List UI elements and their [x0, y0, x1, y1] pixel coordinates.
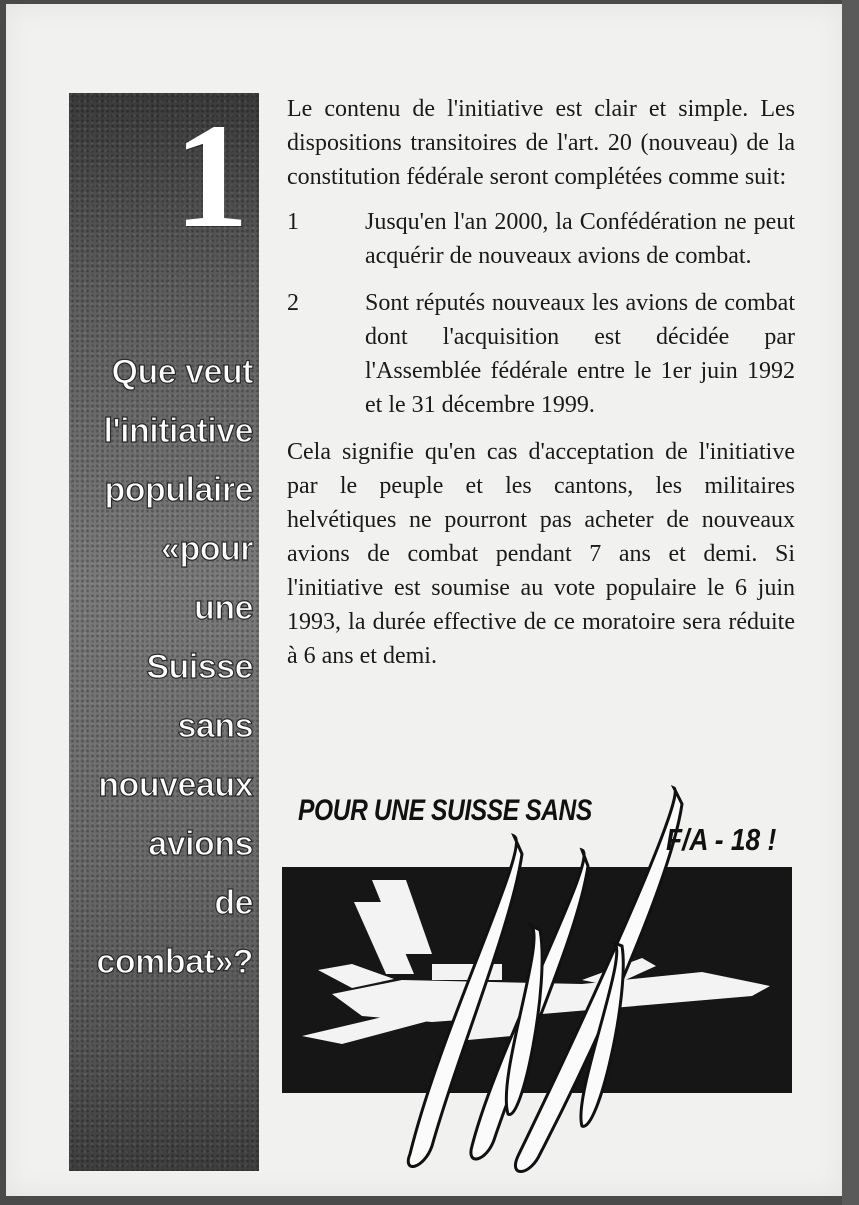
list-item-number: 1	[287, 209, 299, 235]
sidebar-title-line: l'initiative	[103, 412, 253, 450]
sidebar-title-line: de	[214, 884, 253, 922]
sidebar-title-line: «pour	[161, 530, 253, 568]
sidebar-title-line: une	[194, 589, 253, 627]
document-page	[6, 4, 842, 1196]
sidebar-title-line: avions	[148, 825, 253, 863]
conclusion-paragraph: Cela signifie qu'en cas d'acceptation de l'initiative par le peuple et les cantons, les militaires helvétiques ne pourront pas acheter de nouveaux avions de combat pendant 7 ans et demi. Si l'initiative est soumise au vote populaire le 6 juin 1993, la durée effective de ce moratoire sera réduite à 6 ans et demi.	[287, 439, 795, 669]
sidebar-title-line: Suisse	[146, 648, 253, 686]
list-item-text: Sont réputés nouveaux les avions de combat dont l'acquisition est décidée par l'Assemblée fédérale entre le 1er juin 1992 et le 31 décembre 1999.	[365, 290, 795, 418]
sidebar-title	[67, 343, 253, 992]
list-item-number: 2	[287, 290, 299, 316]
sidebar-banner	[69, 93, 259, 1171]
sidebar-title-line: Que veut	[111, 353, 253, 391]
sidebar-title-line: nouveaux	[98, 766, 253, 804]
sidebar-title-line: combat»?	[96, 943, 253, 981]
scan-edge	[842, 0, 859, 1205]
sidebar-title-line: sans	[177, 707, 253, 745]
poster-slogan: POUR UNE SUISSE SANS	[298, 794, 592, 827]
poster-model-name: F/A - 18 !	[666, 822, 777, 857]
list-item	[287, 205, 795, 273]
provision-list	[287, 205, 795, 422]
section-number: 1	[174, 93, 249, 259]
sidebar-title-line: populaire	[104, 471, 253, 509]
main-text	[287, 92, 795, 673]
intro-paragraph: Le contenu de l'initiative est clair et simple. Les dispositions transitoires de l'art. 20 (nouveau) de la constitution fédérale seront complétées comme suit:	[287, 96, 795, 190]
list-item-text: Jusqu'en l'an 2000, la Confédération ne peut acquérir de nouveaux avions de combat.	[365, 209, 795, 269]
list-item	[287, 286, 795, 422]
